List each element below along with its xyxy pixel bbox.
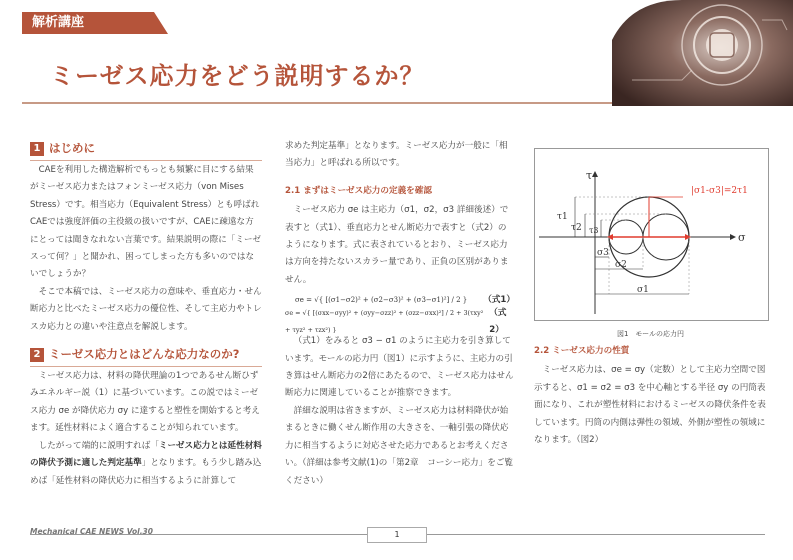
paragraph: 詳細な説明は省きますが、ミーゼス応力は材料降伏が始まるときに働くせん断作用の大きさを、一軸引張の降伏応力に相当するように対応させた応力であるとお考えください。（詳細は参考文献(1)の「第2章 コーシー応力」をご覧ください）: [285, 405, 514, 486]
page-number: 1: [367, 527, 427, 543]
paragraph: CAEを利用した構造解析でもっとも頻繁に目にする結果がミーゼス応力またはフォンミーゼス応力（von Mises Stress）です。相当応力（Equivalent Stress）とも呼ばれCAEでは強度評価の主役級の扱いですが、CAEに疎遠な方にとっては聞きなれない言葉です。結果説明の際に「ミーゼスって何？」と聞かれ、困ってしまった方も多いのではないでしょうか？: [30, 165, 262, 280]
equation-2: [285, 307, 515, 336]
mohr-circle-diagram: [535, 149, 768, 320]
sigma-axis-label: σ: [738, 231, 746, 244]
tau1-label: τ1: [557, 212, 568, 222]
section-2-heading: [30, 344, 262, 366]
paragraph: ミーゼス応力は、材料の降伏理論の1つであるせん断ひずみエネルギー説（1）に基づいています。この説ではミーゼス応力 σe が降伏応力 σy に達すると塑性を開始すると考えます。延性材料によく適合することが知られています。: [30, 371, 260, 434]
sigma1-label: σ1: [637, 285, 649, 295]
section-number: 1: [30, 142, 44, 156]
paragraph: ミーゼス応力は、σe = σy（定数）として主応力空間で図示すると、σ1 = σ2 = σ3 を中心軸とする半径 σy の円筒表面になり、これが塑性材料におけるミーゼスの降伏条件を表しています。円筒の内側は弾性の領域、外側が塑性の領域になります。（図2）: [534, 365, 766, 446]
equation-number: （式1）: [483, 294, 515, 305]
page-header: [0, 0, 793, 112]
column-1: [30, 138, 262, 490]
equation-number: （式2）: [489, 307, 507, 336]
sigma3-label: σ3: [597, 248, 609, 258]
mohr-circle-figure: [534, 148, 769, 321]
subsection-title: 2.2 ミーゼス応力の性質: [534, 346, 630, 356]
journal-name: Mechanical CAE NEWS Vol.30: [30, 527, 153, 536]
tau3-label: τ3: [589, 226, 599, 235]
title-rule: [22, 102, 612, 104]
category-tag: 解析講座: [22, 12, 154, 34]
tau-axis-label: τ: [586, 169, 593, 182]
paragraph: ミーゼス応力 σe は主応力（σ1，σ2，σ3 詳細後述）で表すと（式1）、垂直応力とせん断応力で表すと（式2）のようになります。式に表されているとおり、ミーゼス応力は方向を持たないスカラー量であり、正負の区別がありません。: [285, 205, 509, 285]
section-title: はじめに: [49, 140, 95, 155]
equation-text: σe = √{ [(σ1−σ2)² + (σ2−σ3)² + (σ3−σ1)²] / 2 }: [295, 295, 468, 304]
column-2: [285, 138, 515, 490]
header-decorative-image: [612, 0, 793, 106]
section-title: ミーゼス応力とはどんな応力なのか?: [49, 346, 240, 361]
tau2-label: τ2: [571, 223, 582, 233]
sigma2-label: σ2: [615, 260, 627, 270]
section-1-heading: [30, 138, 262, 160]
figure-caption: 図1 モールの応力円: [616, 330, 685, 338]
column-3: [534, 343, 766, 449]
paragraph: したがって端的に説明すれば「ミーゼス応力とは延性材料の降伏予測に適した判定基準」となります。もう少し踏み込めば「延性材料の降伏応力に相当するように計算して: [30, 440, 262, 486]
equation-text: σe = √{ [(σxx−σyy)² + (σyy−σzz)² + (σzz−σxx)²] / 2 + 3(τxy² + τyz² + τzx²) }: [285, 308, 484, 335]
paragraph: 求めた判定基準」となります。ミーゼス応力が一般に「相当応力」と呼ばれる所以です。: [285, 141, 508, 169]
paragraph: そこで本稿では、ミーゼス応力の意味や、垂直応力・せん断応力と比べたミーゼス応力の優位性、そして主応力やトレスカ応力との違いや注意点を解説します。: [30, 286, 262, 332]
paragraph: （式1）をみると σ3 − σ1 のように主応力を引き算しています。モールの応力円（図1）に示すように、主応力の引き算はせん断応力の2倍にあたるので、ミーゼス応力はせん断応力に関連していることが推察できます。: [285, 336, 514, 399]
section-number: 2: [30, 348, 44, 362]
page-title: ミーゼス応力をどう説明するか？: [50, 62, 425, 90]
emphasis: ミーゼス応力とは延性材料の降伏予測に適した判定基準: [30, 440, 262, 469]
formula-label: |σ1-σ3|=2τ1: [691, 186, 748, 196]
subsection-title: 2.1 まずはミーゼス応力の定義を確認: [285, 185, 432, 196]
